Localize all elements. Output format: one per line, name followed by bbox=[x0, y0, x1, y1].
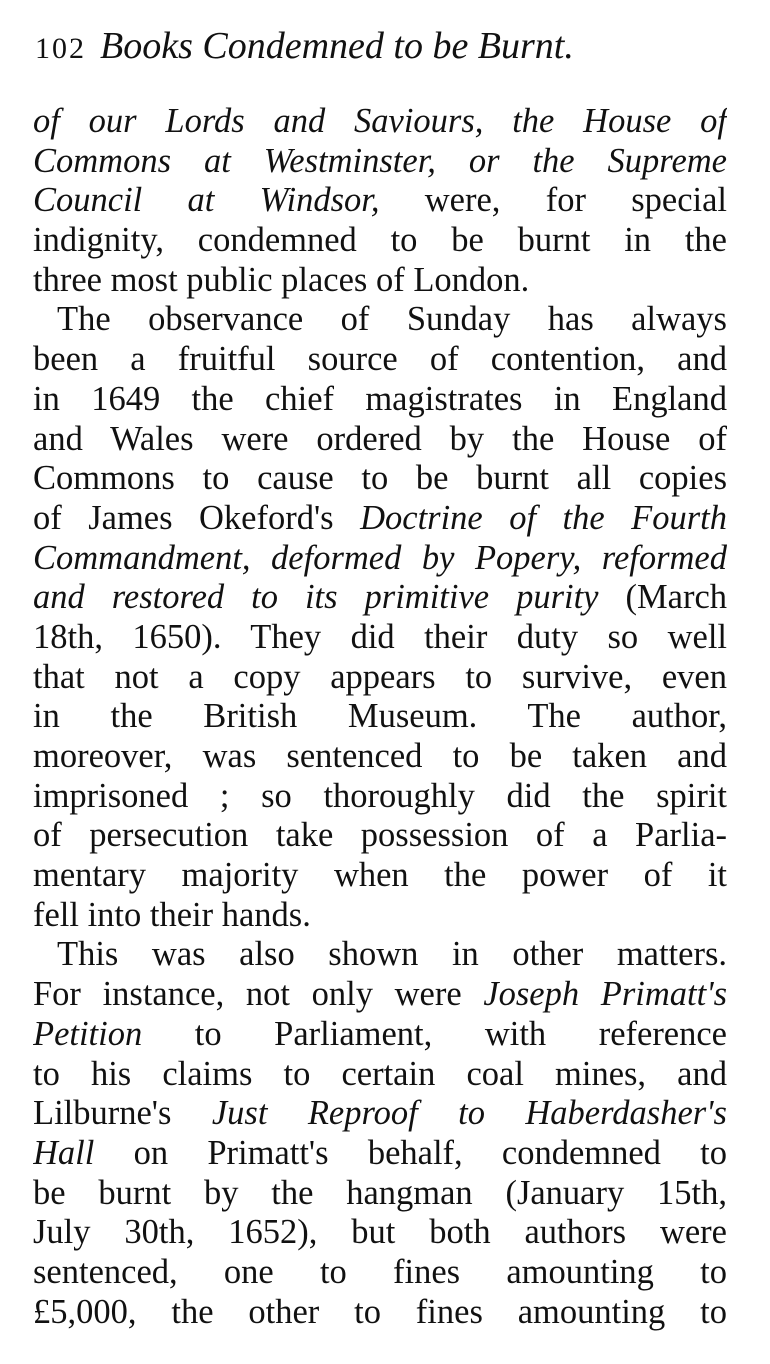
italic-text: Joseph Primatt's bbox=[483, 975, 727, 1014]
italic-text: Doctrine of the Fourth bbox=[360, 498, 727, 537]
text-run: to Parliament, with reference bbox=[142, 1014, 727, 1053]
text-line bbox=[33, 261, 727, 301]
text-run: and Wales were ordered by the House of bbox=[33, 419, 727, 458]
text-run: were, for special bbox=[379, 181, 727, 220]
text-run: in the British Museum. The author, bbox=[33, 697, 727, 736]
text-line bbox=[33, 1134, 727, 1174]
text-line bbox=[33, 578, 727, 618]
running-title: Books Condemned to be Burnt. bbox=[100, 25, 574, 67]
text-run: be burnt by the hangman (January 15th, bbox=[33, 1173, 727, 1212]
italic-text: Petition bbox=[33, 1014, 143, 1053]
text-run: of James Okeford's bbox=[33, 498, 361, 537]
text-line bbox=[33, 459, 727, 499]
running-header bbox=[35, 18, 735, 74]
text-line bbox=[33, 221, 727, 261]
text-line bbox=[33, 420, 727, 460]
text-run: mentary majority when the power of it bbox=[33, 856, 727, 895]
text-line bbox=[33, 1055, 727, 1095]
text-line bbox=[33, 737, 727, 777]
text-run: The observance of Sunday has always bbox=[57, 300, 727, 339]
text-run: Lilburne's bbox=[33, 1094, 212, 1133]
text-run: This was also shown in other matters. bbox=[57, 935, 727, 974]
italic-text: Commons at Westminster, or the Supreme bbox=[33, 141, 727, 180]
text-run: indignity, condemned to be burnt in the bbox=[33, 221, 727, 260]
italic-text: of our Lords and Saviours, the House of bbox=[33, 102, 727, 140]
text-line bbox=[33, 340, 727, 380]
text-line bbox=[33, 300, 727, 340]
text-line bbox=[33, 1253, 727, 1293]
text-line bbox=[33, 856, 727, 896]
text-line bbox=[33, 380, 727, 420]
text-run: For instance, not only were bbox=[33, 975, 484, 1014]
text-line bbox=[33, 975, 727, 1015]
text-line bbox=[33, 618, 727, 658]
text-line bbox=[33, 1174, 727, 1214]
text-line bbox=[33, 658, 727, 698]
text-run: in 1649 the chief magistrates in England bbox=[33, 379, 727, 418]
text-run: three most public places of London. bbox=[33, 260, 530, 299]
text-run: been a fruitful source of contention, and bbox=[33, 340, 727, 379]
italic-text: Commandment, deformed by Popery, reformed bbox=[33, 538, 727, 577]
text-run: Commons to cause to be burnt all copies bbox=[33, 459, 727, 498]
text-line bbox=[33, 181, 727, 221]
text-run: on Primatt's behalf, condemned to bbox=[94, 1133, 727, 1172]
text-run: moreover, was sentenced to be taken and bbox=[33, 737, 727, 775]
text-run: fell into their hands. bbox=[33, 895, 311, 934]
text-run: of persecution take possession of a Parlia- bbox=[33, 816, 727, 855]
text-run: to his claims to certain coal mines, and bbox=[33, 1054, 727, 1093]
text-line bbox=[33, 142, 727, 182]
text-line bbox=[33, 1015, 727, 1055]
text-line bbox=[33, 896, 727, 936]
text-line bbox=[33, 102, 727, 142]
text-line bbox=[33, 499, 727, 539]
text-run: July 30th, 1652), but both authors were bbox=[33, 1213, 727, 1252]
text-run: sentenced, one to fines amounting to bbox=[33, 1252, 727, 1291]
text-run: that not a copy appears to survive, even bbox=[33, 657, 727, 696]
text-line bbox=[33, 935, 727, 975]
body-text bbox=[33, 102, 727, 1332]
text-line bbox=[33, 1213, 727, 1253]
text-line bbox=[33, 539, 727, 579]
text-line bbox=[33, 777, 727, 817]
text-line bbox=[33, 1293, 727, 1333]
text-run: (March bbox=[598, 578, 727, 617]
text-run: imprisoned ; so thoroughly did the spirit bbox=[33, 776, 727, 815]
italic-text: Just Reproof to Haberdasher's bbox=[211, 1094, 727, 1133]
page-number: 102 bbox=[35, 32, 86, 65]
italic-text: Hall bbox=[33, 1133, 95, 1172]
italic-text: Council at Windsor, bbox=[33, 181, 380, 220]
italic-text: and restored to its primitive purity bbox=[33, 578, 599, 617]
text-run: £5,000, the other to fines amounting to bbox=[33, 1292, 727, 1331]
text-line bbox=[33, 816, 727, 856]
text-run: 18th, 1650). They did their duty so well bbox=[33, 617, 727, 656]
text-line bbox=[33, 1094, 727, 1134]
text-line bbox=[33, 697, 727, 737]
